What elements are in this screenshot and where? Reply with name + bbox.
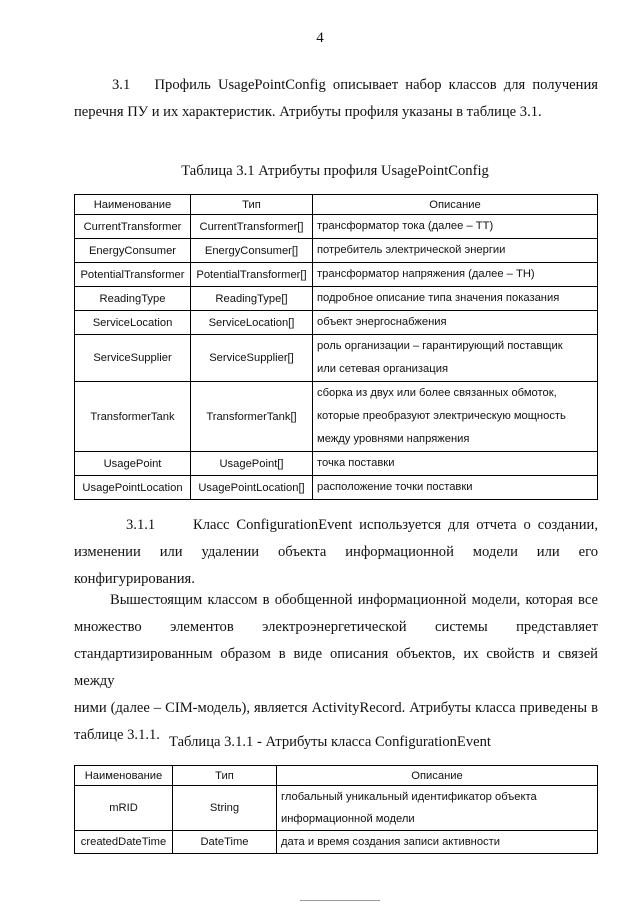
attributes-table [74,194,598,500]
description-line: или сетевая организация [317,363,448,375]
paragraph-line: таблице 3.1.1. [74,727,160,743]
column-header: Наименование [75,195,191,215]
attribute-name-cell: PotentialTransformer [75,263,191,287]
table-row [75,476,598,500]
section-text-line: конфигурирования. [74,571,195,587]
paragraph-line: множество элементов электроэнергетической системы представляет [74,619,598,635]
attribute-type-cell: UsagePointLocation[] [191,476,313,500]
description-line: точка поставки [317,457,395,469]
column-header: Тип [191,195,313,215]
table-row [75,215,598,239]
attribute-description-cell [313,287,598,311]
table-row [75,831,598,854]
table-row [75,287,598,311]
table-row [75,382,598,452]
description-line: трансформатор тока (далее – ТТ) [317,220,494,232]
attribute-description-cell [277,786,598,831]
section-text-line: Профиль UsagePointConfig описывает набор классов для получения [154,77,598,93]
description-line: расположение точки поставки [317,481,473,493]
page-edge-mark [300,900,380,901]
attribute-name-cell: EnergyConsumer [75,239,191,263]
attribute-description-cell [313,382,598,452]
attribute-type-cell: EnergyConsumer[] [191,239,313,263]
attribute-description-cell [313,215,598,239]
page-number: 4 [316,30,324,46]
description-line: которые преобразуют электрическую мощность [317,410,566,422]
table-row [75,452,598,476]
attribute-name-cell: createdDateTime [75,831,173,854]
description-line: потребитель электрической энергии [317,244,506,256]
table-row [75,786,598,831]
paragraph-line: ними (далее – CIM-модель), является ActivityRecord. Атрибуты класса приведены в [74,700,598,716]
attribute-description-cell [313,452,598,476]
section-number: 3.1 [112,77,131,93]
section-3-1-paragraph [74,72,598,126]
section-3-1-1-paragraph [74,512,598,593]
attribute-description-cell [313,335,598,382]
paragraph-line: Вышестоящим классом в обобщенной информационной модели, которая все [110,592,598,608]
attribute-description-cell [313,311,598,335]
description-line: подробное описание типа значения показания [317,292,560,304]
attribute-name-cell: CurrentTransformer [75,215,191,239]
table-header-row [75,766,598,786]
attribute-type-cell: TransformerTank[] [191,382,313,452]
attribute-type-cell: CurrentTransformer[] [191,215,313,239]
attribute-name-cell: TransformerTank [75,382,191,452]
description-line: информационной модели [281,813,415,825]
attribute-description-cell [313,476,598,500]
description-line: глобальный уникальный идентификатор объекта [281,791,537,803]
description-line: объект энергоснабжения [317,316,447,328]
attribute-description-cell [313,239,598,263]
attribute-name-cell: UsagePointLocation [75,476,191,500]
column-header: Наименование [75,766,173,786]
attribute-name-cell: ReadingType [75,287,191,311]
description-line: между уровнями напряжения [317,433,470,445]
description-line: сборка из двух или более связанных обмоток, [317,387,557,399]
attribute-type-cell: ServiceSupplier[] [191,335,313,382]
attribute-name-cell: ServiceLocation [75,311,191,335]
attribute-name-cell: ServiceSupplier [75,335,191,382]
attribute-name-cell: mRID [75,786,173,831]
description-line: дата и время создания записи активности [281,836,501,848]
attribute-description-cell [277,831,598,854]
attribute-type-cell: ReadingType[] [191,287,313,311]
attribute-type-cell: ServiceLocation[] [191,311,313,335]
table-caption: Таблица 3.1 Атрибуты профиля UsagePointConfig [181,163,489,179]
attribute-type-cell: PotentialTransformer[] [191,263,313,287]
description-line: роль организации – гарантирующий поставщик [317,340,563,352]
section-text-line: изменении или удалении объекта информационной модели или его [74,544,598,560]
column-header: Описание [277,766,598,786]
table-caption: Таблица 3.1.1 - Атрибуты класса ConfigurationEvent [169,734,491,750]
attribute-type-cell: UsagePoint[] [191,452,313,476]
table-row [75,239,598,263]
paragraph-line: стандартизированным образом в виде описания объектов, их свойств и связей между [74,646,598,689]
column-header: Описание [313,195,598,215]
attribute-name-cell: UsagePoint [75,452,191,476]
section-text-line: перечня ПУ и их характеристик. Атрибуты профиля указаны в таблице 3.1. [74,104,542,120]
section-text-line: Класс ConfigurationEvent используется для отчета о создании, [193,517,598,533]
column-header: Тип [173,766,277,786]
section-number: 3.1.1 [126,517,156,533]
attribute-type-cell: String [173,786,277,831]
attribute-description-cell [313,263,598,287]
configuration-event-table [74,765,598,854]
table-header-row [75,195,598,215]
table-row [75,311,598,335]
description-line: трансформатор напряжения (далее – ТН) [317,268,535,280]
cim-paragraph [74,587,598,749]
table-row [75,263,598,287]
table-row [75,335,598,382]
attribute-type-cell: DateTime [173,831,277,854]
